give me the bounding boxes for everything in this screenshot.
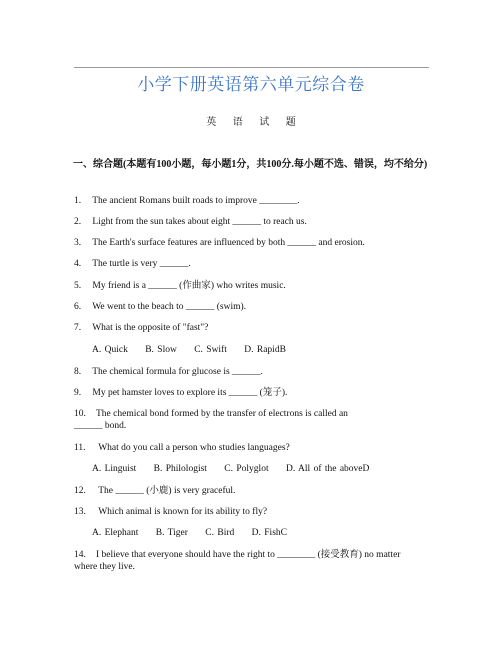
question-3: [74, 237, 434, 249]
question-text: My pet hamster loves to explore its ______ (笼子).: [92, 388, 288, 398]
question-4: [74, 258, 434, 270]
question-13: [74, 506, 434, 518]
page-title: 小学下册英语第六单元综合卷: [137, 75, 365, 94]
option-c: C. Swift: [194, 345, 227, 355]
option-a: A. Elephant: [92, 528, 139, 538]
question-number: 9.: [74, 388, 82, 398]
page-subtitle: 英 语 试 题: [206, 117, 296, 128]
question-number: 4.: [74, 259, 82, 269]
question-text: My friend is a ______ (作曲家) who writes music.: [92, 281, 286, 291]
question-number: 8.: [74, 367, 82, 377]
question-12: [74, 485, 434, 497]
question-number: 14.: [74, 550, 86, 560]
question-2: [74, 216, 434, 228]
question-text: What is the opposite of "fast"?: [92, 323, 209, 333]
question-10: [74, 408, 374, 432]
question-number: 1.: [74, 196, 82, 206]
question-6: [74, 301, 434, 313]
option-d: D. All of the aboveD: [285, 464, 370, 474]
question-text: The ______ (小鹿) is very graceful.: [98, 486, 236, 496]
question-1: [74, 195, 434, 207]
question-14: [74, 549, 419, 573]
question-text: The Earth's surface features are influenced by both ______ and erosion.: [92, 238, 365, 248]
question-number: 6.: [74, 302, 82, 312]
question-number: 5.: [74, 281, 82, 291]
question-text: What do you call a person who studies languages?: [98, 443, 290, 453]
question-text: The turtle is very ______.: [92, 259, 191, 269]
question-8: [74, 366, 434, 378]
option-c: C. Polyglot: [224, 464, 269, 474]
section-heading: 一、综合题(本题有100小题，每小题1分，共100分.每小题不选、错误，均不给分): [73, 159, 428, 170]
option-c: C. Bird: [205, 528, 235, 538]
question-5: [74, 280, 434, 292]
question-number: 13.: [74, 507, 86, 517]
option-b: B. Philologist: [153, 464, 207, 474]
option-a: A. Linguist: [92, 464, 137, 474]
question-text: The ancient Romans built roads to improve ________.: [92, 196, 300, 206]
question-number: 2.: [74, 217, 82, 227]
option-d: D. FishC: [251, 528, 287, 538]
option-b: B. Slow: [145, 345, 177, 355]
header-rule: [74, 67, 429, 68]
question-text: The chemical formula for glucose is ______.: [92, 367, 263, 377]
question-text: The chemical bond formed by the transfer of electrons is called an ______ bond.: [74, 409, 348, 431]
question-13-options: [92, 527, 301, 539]
question-11-options: [92, 463, 383, 475]
question-number: 7.: [74, 323, 82, 333]
question-7: [74, 322, 434, 334]
question-text: I believe that everyone should have the right to ________ (接受教育) no matter where they live.: [74, 550, 401, 572]
question-number: 3.: [74, 238, 82, 248]
question-9: [74, 387, 434, 399]
question-text: Light from the sun takes about eight ______ to reach us.: [92, 217, 307, 227]
question-11: [74, 442, 434, 454]
question-text: We went to the beach to ______ (swim).: [92, 302, 247, 312]
question-number: 12.: [74, 486, 86, 496]
option-b: B. Tiger: [155, 528, 188, 538]
question-text: Which animal is known for its ability to fly?: [98, 507, 268, 517]
question-7-options: [92, 344, 300, 356]
question-number: 11.: [74, 443, 86, 453]
question-number: 10.: [74, 409, 86, 419]
option-d: D. RapidB: [244, 345, 286, 355]
option-a: A. Quick: [92, 345, 128, 355]
